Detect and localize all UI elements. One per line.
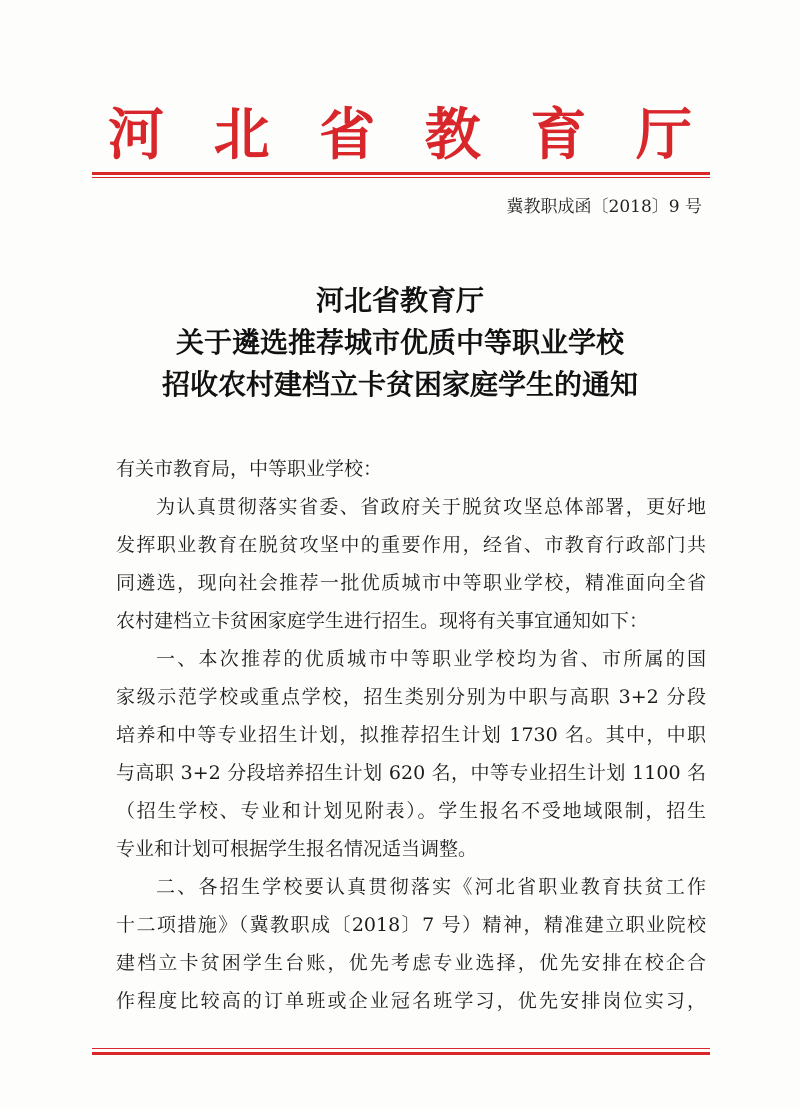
body-line: 建档立卡贫困学生台账，优先考虑专业选择，优先安排在校企合	[116, 952, 706, 974]
body-line: 发挥职业教育在脱贫攻坚中的重要作用，经省、市教育行政部门共	[116, 534, 706, 556]
title-line: 河北省教育厅	[315, 284, 484, 317]
masthead-char: 教	[424, 102, 481, 168]
masthead-char: 育	[530, 102, 587, 168]
body-line: 作程度比较高的订单班或企业冠名班学习，优先安排岗位实习，	[116, 990, 706, 1012]
body-line: 十二项措施》（冀教职成〔2018〕7 号）精神，精准建立职业院校	[116, 914, 706, 936]
body-line: 家级示范学校或重点学校，招生类别分别为中职与高职 3+2 分段	[116, 686, 706, 708]
masthead-char: 北	[213, 102, 270, 168]
masthead-char: 厅	[635, 102, 692, 168]
document-title	[100, 280, 700, 406]
masthead-org-name	[108, 96, 692, 166]
title-line: 关于遴选推荐城市优质中等职业学校	[175, 326, 624, 359]
header-red-rule-thin	[92, 177, 710, 178]
document-body	[116, 450, 706, 1020]
masthead-char: 省	[319, 102, 376, 168]
footer-red-rule-thick	[92, 1052, 710, 1055]
title-line: 招收农村建档立卡贫困家庭学生的通知	[161, 368, 638, 401]
body-line: 培养和中等专业招生计划，拟推荐招生计划 1730 名。其中，中职	[116, 724, 706, 746]
masthead-char: 河	[108, 102, 164, 168]
footer-red-rule-thin	[92, 1048, 710, 1049]
salutation: 有关市教育局，中等职业学校：	[116, 458, 383, 480]
document-number: 冀教职成函〔2018〕9 号	[506, 197, 702, 217]
header-red-rule-thick	[92, 172, 710, 175]
body-line: （招生学校、专业和计划见附表）。学生报名不受地域限制，招生	[116, 800, 706, 822]
body-line: 二、各招生学校要认真贯彻落实《河北省职业教育扶贫工作	[156, 876, 706, 898]
body-line: 同遴选，现向社会推荐一批优质城市中等职业学校，精准面向全省	[116, 572, 706, 594]
body-line: 一、本次推荐的优质城市中等职业学校均为省、市所属的国	[156, 648, 706, 670]
body-line: 专业和计划可根据学生报名情况适当调整。	[116, 838, 478, 860]
body-line: 为认真贯彻落实省委、省政府关于脱贫攻坚总体部署，更好地	[156, 496, 706, 518]
body-line: 农村建档立卡贫困家庭学生进行招生。现将有关事宜通知如下：	[116, 610, 649, 632]
body-line: 与高职 3+2 分段培养招生计划 620 名，中等专业招生计划 1100 名	[116, 762, 706, 784]
